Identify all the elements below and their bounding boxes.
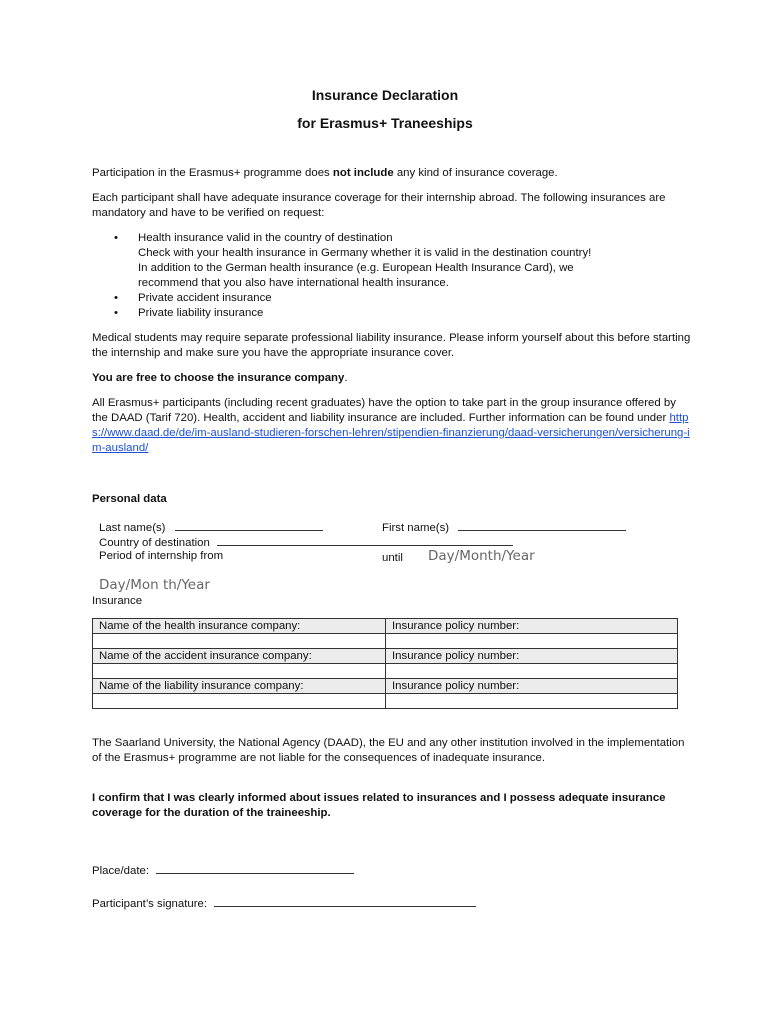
insurance-bullet-list [92,231,692,321]
from-date-input[interactable]: Day/Mon th/Year [99,577,210,593]
bullet-icon: • [114,232,118,244]
last-name-line[interactable] [175,519,323,531]
country-field[interactable]: Country of destination [99,534,513,551]
table-row [93,694,678,709]
insurance-label: Insurance [92,595,143,607]
intro-paragraph: Participation in the Erasmus+ programme does not include any kind of insurance coverage. [92,167,558,179]
table-row [93,649,678,664]
until-date-input[interactable]: Day/Month/Year [428,548,535,564]
liability-disclaimer: The Saarland University, the National Agency (DAAD), the EU and any other institution involved in the implementation of the Erasmus+ programme are not liable for the consequences of inadequate insurance. [92,737,685,764]
bullet-accident: • Private accident insurance [114,292,272,304]
group-insurance-paragraph: All Erasmus+ participants (including recent graduates) have the option to take part in the group insurance offered by the DAAD (Tarif 720). Health, accident and liability insurance are included. Further information can be found under https://www.daad.de/de/im-ausland-studieren-forschen-lehren/stipendien-finanzierung/daad-versicherungen/versicherung-im-ausland/ [92,397,690,454]
bullet-icon: • [114,307,118,319]
period-until-label: until [382,552,403,564]
mandatory-paragraph: Each participant shall have adequate insurance coverage for their internship abroad. The following insurances are mandatory and have to be verified on request: [92,192,666,219]
signature-field[interactable]: Participant’s signature: [92,895,476,910]
signature-line[interactable] [214,895,476,907]
first-name-line[interactable] [458,519,626,531]
table-row [93,664,678,679]
document-title: Insurance Declaration [311,87,459,103]
table-row [93,634,678,649]
liability-policy-input[interactable] [386,694,678,709]
health-company-label: Name of the health insurance company: [93,619,386,634]
liability-company-input[interactable] [93,694,386,709]
place-date-field[interactable]: Place/date: [92,862,354,877]
accident-policy-input[interactable] [386,664,678,679]
bullet-liability: • Private liability insurance [114,307,264,319]
free-choice-paragraph: You are free to choose the insurance company. [92,372,348,384]
health-policy-input[interactable] [386,634,678,649]
bullet-icon: • [114,292,118,304]
confirmation-statement: I confirm that I was clearly informed about issues related to insurances and I possess adequate insurance coverage for the duration of the traineeship. [92,792,666,819]
liability-company-label: Name of the liability insurance company: [93,679,386,694]
accident-company-input[interactable] [93,664,386,679]
accident-policy-label: Insurance policy number: [386,649,678,664]
health-company-input[interactable] [93,634,386,649]
last-name-field[interactable]: Last name(s) [99,519,323,536]
first-name-field[interactable]: First name(s) [382,519,626,536]
insurance-table [92,618,678,709]
place-date-line[interactable] [156,862,354,874]
accident-company-label: Name of the accident insurance company: [93,649,386,664]
liability-policy-label: Insurance policy number: [386,679,678,694]
table-row [93,679,678,694]
country-line[interactable] [217,534,513,546]
table-row [93,619,678,634]
medical-paragraph: Medical students may require separate professional liability insurance. Please inform yourself about this before starting the internship and make sure you have the appropriate insurance cover. [92,332,691,359]
document-subtitle: for Erasmus+ Traneeships [297,115,473,131]
bullet-health: • Health insurance valid in the country of destination Check with your health insurance in Germany whether it is valid in the destination country! In addition to the German health insurance (e.g. European Health Insurance Card), we recommend that you also have international health insurance. [114,232,592,289]
daad-insurance-link[interactable]: https://www.daad.de/de/im-ausland-studieren-forschen-lehren/stipendien-finanzierung/daad-versicherungen/versicherung-im-ausland/ [92,412,690,454]
health-policy-label: Insurance policy number: [386,619,678,634]
period-from-label: Period of internship from [99,550,224,562]
personal-data-heading: Personal data [92,493,167,505]
